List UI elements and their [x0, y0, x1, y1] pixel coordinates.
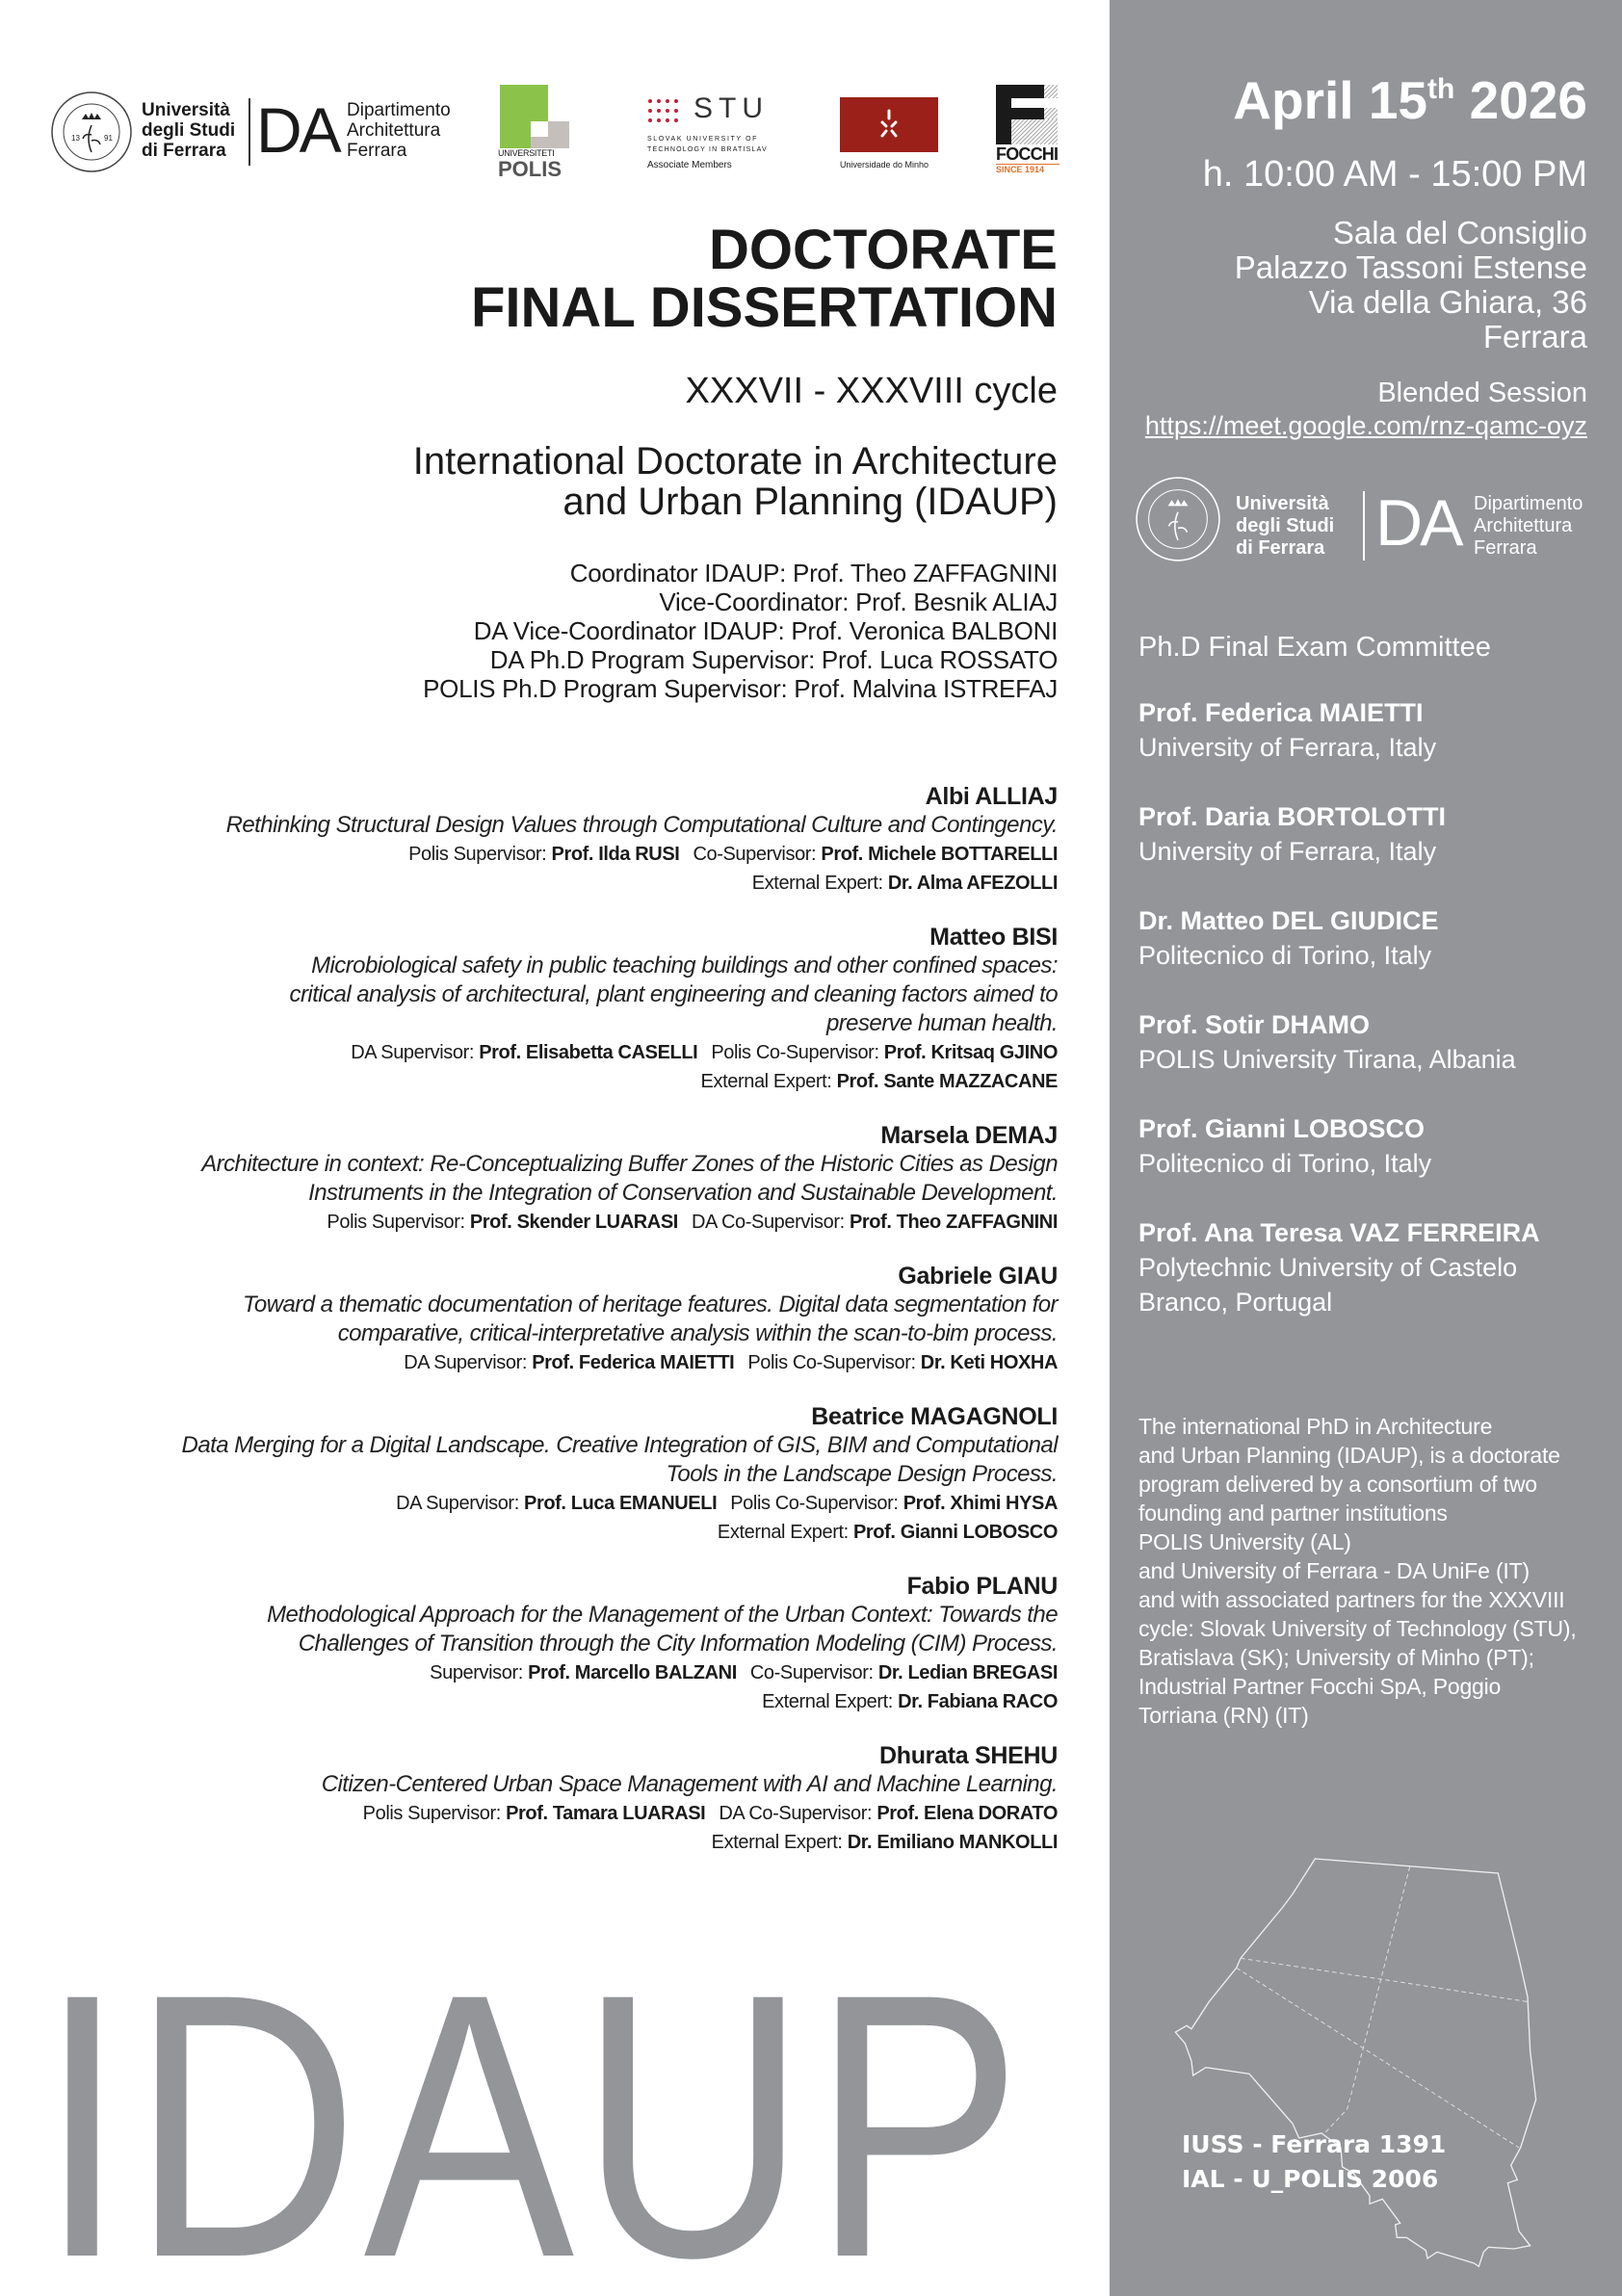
unife-line: di Ferrara — [142, 141, 226, 161]
role-label: External Expert: — [711, 1832, 843, 1853]
supervisor-line — [56, 1348, 1058, 1377]
unife-line: Università — [1236, 493, 1329, 514]
role-person: Prof. Tamara LUARASI — [506, 1803, 706, 1824]
focchi-name: FOCCHI — [996, 144, 1059, 164]
role-person: Prof. Elena DORATO — [876, 1803, 1058, 1824]
committee-member — [1138, 903, 1439, 973]
role-person: Prof. Theo ZAFFAGNINI — [849, 1212, 1058, 1233]
event-panel — [1110, 0, 1622, 2296]
focchi-logo — [996, 85, 1060, 175]
role-label: Polis Supervisor: — [408, 844, 547, 865]
dissertation-title-line: Architecture in context: Re-Conceptualizing Buffer Zones of the Historic Cities as Design — [201, 1151, 1058, 1177]
polis-top: UNIVERSITETI — [498, 148, 555, 158]
role-label: Co-Supervisor: — [749, 1662, 874, 1683]
supervisor-line — [56, 1828, 1058, 1857]
candidate-name: Matteo BISI — [929, 924, 1058, 951]
dissertation-title-line: Citizen-Centered Urban Space Management with AI and Machine Learning. — [321, 1771, 1058, 1797]
logo-divider — [1363, 491, 1365, 561]
supervisor-line — [56, 1489, 1058, 1518]
candidate-entry — [56, 1402, 1058, 1547]
committee-member — [1138, 799, 1446, 869]
about-line: Torriana (RN) (IT) — [1138, 1703, 1309, 1728]
role-label: External Expert: — [717, 1522, 849, 1543]
candidate-entry — [56, 1572, 1058, 1716]
about-line: and Urban Planning (IDAUP), is a doctorate — [1138, 1443, 1560, 1468]
committee-member — [1138, 1007, 1516, 1077]
supervisor-line — [56, 840, 1058, 869]
role-person: Prof. Kritsaq GJINO — [883, 1042, 1058, 1063]
role-label: Polis Supervisor: — [327, 1212, 465, 1233]
address-line: Via della Ghiara, 36 — [1308, 284, 1587, 320]
committee-member — [1138, 1111, 1431, 1181]
candidate-name: Albi ALLIAJ — [925, 783, 1058, 810]
supervisor-line — [56, 1799, 1058, 1828]
focchi-since: SINCE 1914 — [996, 164, 1060, 175]
unife-line: Università — [142, 100, 230, 120]
date-year: 2026 — [1469, 70, 1587, 130]
role-label: DA Supervisor: — [404, 1352, 528, 1373]
session-type: Blended Session — [1377, 378, 1587, 408]
role-person: Prof. Ilda RUSI — [551, 844, 680, 865]
title-line: DOCTORATE — [709, 219, 1058, 281]
member-affiliation: Politecnico di Torino, Italy — [1138, 941, 1432, 970]
candidate-name: Dhurata SHEHU — [878, 1742, 1058, 1769]
da-mark: DA — [256, 94, 339, 166]
address-line: Sala del Consiglio — [1332, 215, 1587, 250]
role-person: Prof. Marcello BALZANI — [528, 1662, 737, 1683]
member-name: Prof. Gianni LOBOSCO — [1138, 1114, 1426, 1143]
page-title — [471, 219, 1058, 339]
about-line: and University of Ferrara - DA UniFe (IT) — [1138, 1558, 1530, 1583]
supervisor-line — [56, 1518, 1058, 1547]
role-label: DA Supervisor: — [396, 1493, 519, 1514]
role-person: Prof. Luca EMANUELI — [524, 1493, 718, 1514]
candidate-name: Fabio PLANU — [906, 1573, 1058, 1600]
program-name — [413, 441, 1058, 522]
dissertation-title-line: Methodological Approach for the Management of the Urban Context: Towards the — [267, 1602, 1058, 1628]
member-name: Prof. Ana Teresa VAZ FERREIRA — [1138, 1218, 1540, 1247]
dissertation-title-line: Instruments in the Integration of Conservation and Sustainable Development. — [308, 1180, 1058, 1206]
minho-logo — [840, 97, 938, 170]
candidate-entry — [56, 1121, 1058, 1237]
member-affiliation: POLIS University Tirana, Albania — [1138, 1045, 1516, 1074]
da-line: Dipartimento — [1474, 493, 1583, 514]
committee-member — [1138, 695, 1436, 765]
da-line: Ferrara — [1474, 537, 1537, 559]
ferrara-map-icon — [1110, 1830, 1622, 2296]
program-line: International Doctorate in Architecture — [412, 440, 1058, 483]
supervisor-line — [56, 1067, 1058, 1096]
role-person: Dr. Alma AFEZOLLI — [887, 873, 1058, 894]
about-line: Industrial Partner Focchi SpA, Poggio — [1138, 1674, 1502, 1699]
role-person: Dr. Fabiana RACO — [898, 1691, 1058, 1712]
role-person: Prof. Xhimi HYSA — [903, 1493, 1058, 1514]
role-person: Dr. Ledian BREGASI — [877, 1662, 1058, 1683]
member-affiliation: Branco, Portugal — [1138, 1288, 1333, 1317]
role-person: Prof. Skender LUARASI — [469, 1212, 678, 1233]
dissertation-title-line: Toward a thematic documentation of heritage features. Digital data segmentation for — [243, 1292, 1058, 1318]
minho-emblem-icon — [840, 97, 938, 152]
member-name: Prof. Sotir DHAMO — [1138, 1010, 1370, 1039]
candidate-name: Gabriele GIAU — [898, 1263, 1058, 1290]
da-line: Architettura — [347, 120, 441, 141]
supervisor-line — [56, 1658, 1058, 1687]
candidate-entry — [56, 1741, 1058, 1857]
address-line: Ferrara — [1482, 319, 1587, 354]
coordinator-line: DA Vice-Coordinator IDAUP: Prof. Veronica BALBONI — [473, 616, 1058, 645]
role-person: Dr. Keti HOXHA — [920, 1352, 1058, 1373]
dissertation-title-line: Rethinking Structural Design Values through Computational Culture and Contingency. — [225, 812, 1058, 838]
dissertation-title-line: critical analysis of architectural, plant engineering and cleaning factors aimed to — [289, 981, 1058, 1007]
unife-seal-icon — [50, 91, 133, 173]
coordinator-line: POLIS Ph.D Program Supervisor: Prof. Malvina ISTREFAJ — [423, 674, 1058, 703]
minho-label: Universidade do Minho — [840, 160, 929, 170]
committee-heading: Ph.D Final Exam Committee — [1138, 632, 1491, 663]
role-person: Prof. Gianni LOBOSCO — [852, 1522, 1058, 1543]
role-label: Supervisor: — [430, 1662, 523, 1683]
idaup-watermark: IDAUP — [39, 1916, 1028, 2296]
program-line: and Urban Planning (IDAUP) — [562, 481, 1058, 523]
about-line: POLIS University (AL) — [1138, 1529, 1351, 1554]
role-label: External Expert: — [700, 1071, 832, 1092]
dissertation-title-line: preserve human health. — [825, 1010, 1058, 1036]
stu-note: Associate Members — [647, 160, 732, 170]
role-label: DA Co-Supervisor: — [719, 1803, 873, 1824]
title-line: FINAL DISSERTATION — [471, 276, 1058, 339]
candidate-name: Beatrice MAGAGNOLI — [811, 1403, 1058, 1430]
about-line: program delivered by a consortium of two — [1138, 1472, 1537, 1497]
unife-line: degli Studi — [1236, 515, 1335, 536]
role-label: Polis Supervisor: — [362, 1803, 501, 1824]
member-affiliation: Politecnico di Torino, Italy — [1138, 1149, 1432, 1178]
da-mark: DA — [1375, 486, 1461, 560]
event-address — [1235, 216, 1587, 354]
unife-name — [142, 100, 235, 161]
dissertation-title-line: Microbiological safety in public teaching buildings and other confined spaces: — [311, 952, 1058, 978]
supervisor-line — [56, 869, 1058, 898]
candidate-entry — [56, 923, 1058, 1096]
member-affiliation: University of Ferrara, Italy — [1138, 733, 1437, 762]
role-label: External Expert: — [751, 873, 883, 894]
member-affiliation: Polytechnic University of Castelo — [1138, 1253, 1518, 1282]
coordinator-line: Coordinator IDAUP: Prof. Theo ZAFFAGNINI — [569, 559, 1058, 587]
coordinator-line: DA Ph.D Program Supervisor: Prof. Luca ROSSATO — [489, 645, 1058, 674]
role-person: Prof. Sante MAZZACANE — [836, 1071, 1058, 1092]
dissertation-title-line: Tools in the Landscape Design Process. — [666, 1461, 1058, 1487]
stu-line: TECHNOLOGY IN BRATISLAV — [647, 146, 768, 153]
role-label: Polis Co-Supervisor: — [747, 1352, 916, 1373]
candidate-name: Marsela DEMAJ — [880, 1122, 1058, 1149]
supervisor-line — [56, 1038, 1058, 1067]
date-day: April 15 — [1233, 70, 1428, 130]
role-label: External Expert: — [762, 1691, 893, 1712]
role-label: DA Supervisor: — [351, 1042, 475, 1063]
supervisor-line — [56, 1208, 1058, 1237]
role-label: DA Co-Supervisor: — [691, 1212, 845, 1233]
logo-divider — [249, 98, 250, 166]
role-person: Prof. Elisabetta CASELLI — [479, 1042, 698, 1063]
da-line: Dipartimento — [347, 100, 451, 120]
dissertation-title-line: Challenges of Transition through the City Information Modeling (CIM) Process. — [298, 1631, 1058, 1657]
member-affiliation: University of Ferrara, Italy — [1138, 837, 1437, 866]
da-name — [347, 100, 451, 161]
member-name: Prof. Federica MAIETTI — [1138, 698, 1424, 727]
stu-dots-icon — [647, 98, 686, 125]
coordinators — [423, 559, 1058, 703]
dissertation-title-line: comparative, critical-interpretative analysis within the scan-to-bim process. — [337, 1320, 1058, 1346]
meeting-link[interactable]: https://meet.google.com/rnz-qamc-oyz — [1144, 411, 1587, 440]
about-line: The international PhD in Architecture — [1138, 1414, 1493, 1439]
unife-logo — [50, 91, 133, 178]
dissertation-title-line: Data Merging for a Digital Landscape. Creative Integration of GIS, BIM and Computational — [181, 1432, 1058, 1458]
member-name: Prof. Daria BORTOLOTTI — [1138, 802, 1447, 831]
about-line: founding and partner institutions — [1138, 1500, 1448, 1526]
role-person: Prof. Michele BOTTARELLI — [821, 844, 1058, 865]
role-label: Polis Co-Supervisor: — [730, 1493, 899, 1514]
candidate-entry — [56, 1262, 1058, 1377]
role-person: Prof. Federica MAIETTI — [532, 1352, 735, 1373]
about-line: Bratislava (SK); University of Minho (PT); — [1138, 1645, 1534, 1670]
unife-line: degli Studi — [142, 120, 236, 141]
candidates-list — [56, 782, 1058, 1882]
committee-member — [1138, 1215, 1540, 1319]
supervisor-line — [56, 1687, 1058, 1716]
cycle: XXXVII - XXXVIII cycle — [685, 371, 1058, 411]
polis-logo — [498, 85, 575, 181]
unife-seal-icon — [1135, 476, 1221, 562]
event-time: h. 10:00 AM - 15:00 PM — [1202, 154, 1587, 195]
stu-mark: STU — [693, 92, 769, 124]
stu-line: SLOVAK UNIVERSITY OF — [647, 136, 758, 143]
address-line: Palazzo Tassoni Estense — [1234, 249, 1587, 285]
polis-bottom: POLIS — [498, 157, 562, 181]
about-line: and with associated partners for the XXXVIII — [1138, 1587, 1565, 1612]
history-line: IUSS - Ferrara 1391 — [1182, 2130, 1447, 2158]
da-line: Architettura — [1474, 515, 1573, 536]
about-line: cycle: Slovak University of Technology (STU), — [1138, 1616, 1577, 1641]
unife-da-logo-white — [1135, 476, 1616, 562]
member-name: Dr. Matteo DEL GIUDICE — [1138, 906, 1439, 935]
coordinator-line: Vice-Coordinator: Prof. Besnik ALIAJ — [659, 587, 1058, 616]
role-label: Polis Co-Supervisor: — [711, 1042, 879, 1063]
da-line: Ferrara — [347, 141, 407, 161]
event-date — [1233, 69, 1587, 131]
candidate-entry — [56, 782, 1058, 898]
role-person: Dr. Emiliano MANKOLLI — [847, 1832, 1058, 1853]
history-line: IAL - U_POLIS 2006 — [1182, 2165, 1439, 2193]
unife-line: di Ferrara — [1236, 537, 1325, 559]
role-label: Co-Supervisor: — [693, 844, 817, 865]
date-suffix: th — [1427, 73, 1455, 105]
svg-text:91: 91 — [104, 134, 113, 143]
svg-text:13: 13 — [71, 134, 80, 143]
about-text — [1138, 1412, 1577, 1730]
